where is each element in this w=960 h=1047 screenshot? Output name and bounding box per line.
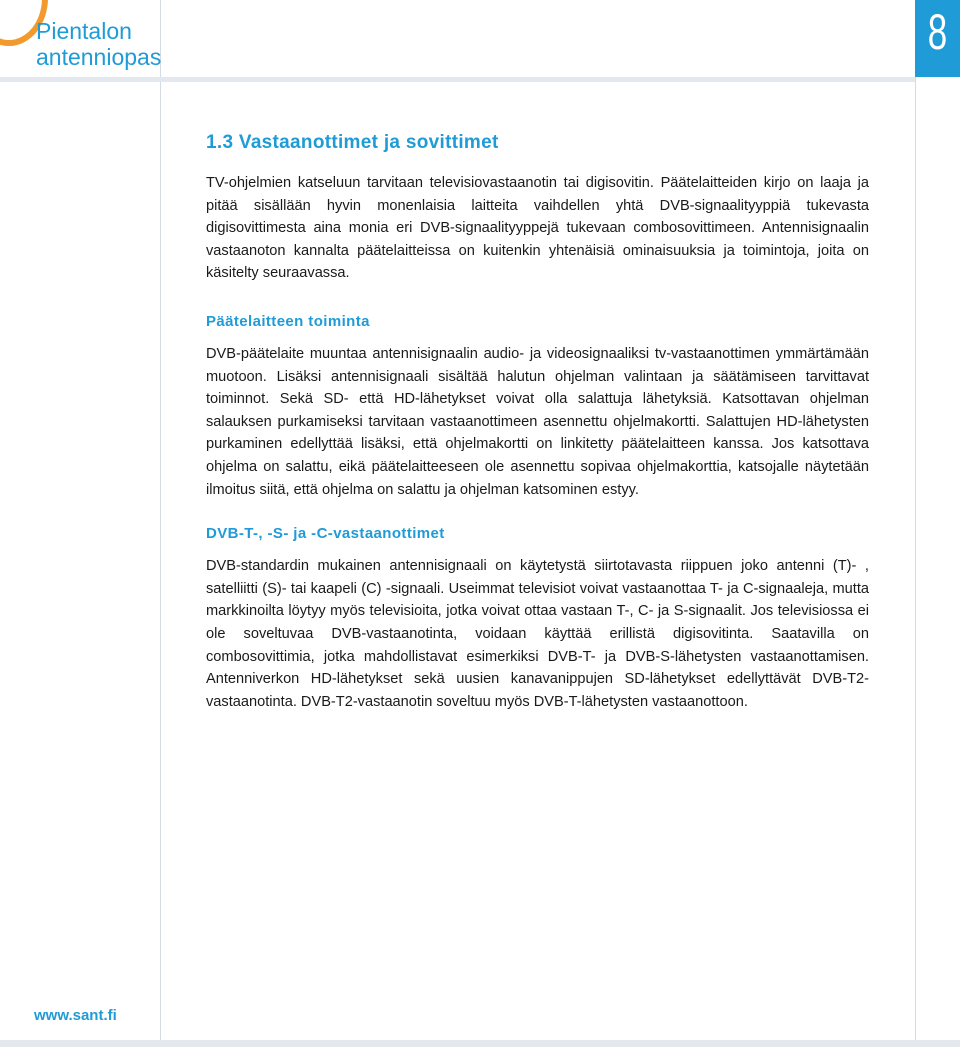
footer-divider (0, 1040, 960, 1047)
section-device-operation (206, 311, 869, 501)
header-divider (0, 77, 915, 82)
subheading-device-operation: Päätelaitteen toiminta (206, 312, 370, 330)
section-dvb-receivers (206, 523, 869, 713)
footer-url[interactable]: www.sant.fi (34, 1007, 117, 1024)
section-title: 1.3 Vastaanottimet ja sovittimet (206, 132, 499, 153)
brand-logo (36, 18, 162, 70)
logo-line-1: Pientalon (36, 18, 132, 44)
logo-line-2: antenniopas (36, 44, 162, 70)
subheading-dvb-receivers: DVB-T-, -S- ja -C-vastaanottimet (206, 525, 445, 543)
paragraph-dvb-receivers: DVB-standardin mukainen antennisignaali on käytetystä siirtotavasta riippuen joko antenni (T)- , satelliitti (S)- tai kaapeli (C) -signaali. Useimmat televisiot voivat vastaanottaa T- ja C-signaaleja, mutta markkinoilta löytyy myös televisioita, jotka voivat ottaa vastaan T-, C- ja S-signaalit. Jos televisiossa ei ole soveltuvaa DVB-vastaanotinta, voidaan käyttää erillistä digisovitinta. Saatavilla on combosovittimia, jotka mahdollistavat esimerkiksi DVB-T- ja DVB-S-lähetysten vastaanottamisen. Antenniverkon HD-lähetykset sekä uusien kanavanippujen SD-lähetykset edellyttävät DVB-T2-vastaanotinta. DVB-T2-vastaanotin soveltuu myös DVB-T-lähetysten vastaanottoon. (206, 558, 869, 710)
main-content (206, 130, 869, 735)
page-number-tab (915, 0, 960, 77)
intro-paragraph: TV-ohjelmien katseluun tarvitaan televisiovastaanotin tai digisovitin. Päätelaitteiden kirjo on laaja ja pitää sisällään hyvin monenlaisia laitteita vaihdellen yhtä DVB-signaalityyppiä tukevasta digisovittimesta aina monia eri DVB-signaalityyppejä tukevaan combosovittimeen. Antennisignaalin vastaanoton kannalta päätelaitteissa on kuitenkin yhtenäisiä ominaisuuksia ja toimintoja, joita on käsitelty seuraavassa. (206, 175, 869, 282)
paragraph-device-operation: DVB-päätelaite muuntaa antennisignaalin audio- ja videosignaaliksi tv-vastaanottimen ymmärtämään muotoon. Lisäksi antennisignaali sisältää halutun ohjelman valintaan ja säätämiseen tarvittavat toiminnot. Sekä SD- että HD-lähetykset voivat olla salattuja lähetyksiä. Katsottavan ohjelman salauksen purkamiseksi tarvitaan vastaanottimeen asennettu ohjelmakortti. Salattujen HD-lähetysten purkaminen edellyttää lisäksi, että ohjelmakortti on linkitetty päätelaitteen kanssa. Jos katsottava ohjelma on salattu, eikä päätelaitteeseen ole asennettu sopivaa ohjelmakorttia, katsojalle näytetään ilmoitus siitä, että ohjelma on salattu ja ohjelman katsominen estyy. (206, 345, 869, 498)
right-margin (915, 0, 960, 1047)
left-margin (0, 0, 161, 1047)
page-number: 8 (927, 4, 948, 60)
